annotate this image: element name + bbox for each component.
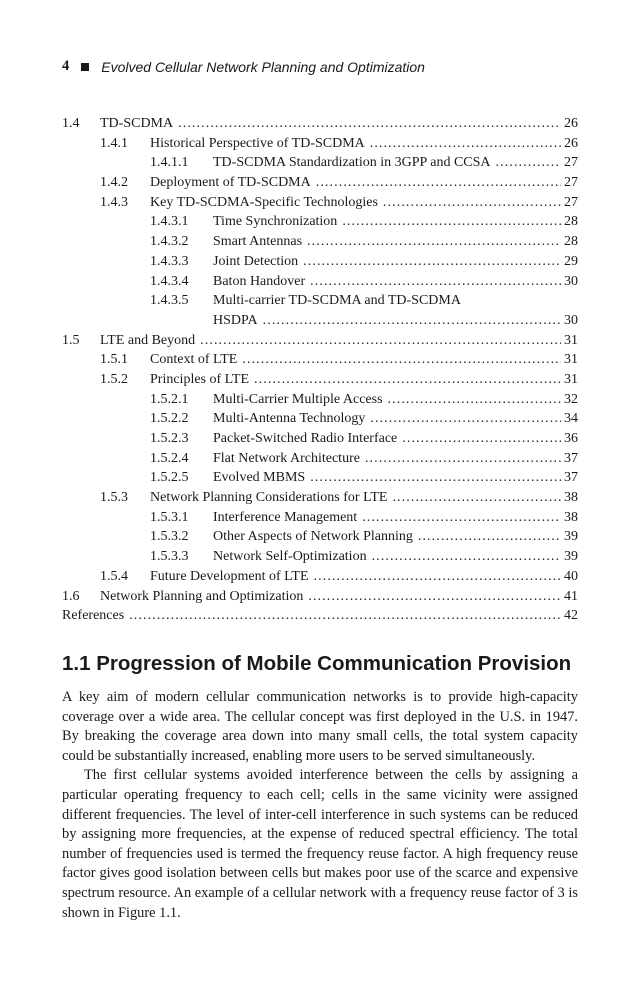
toc-entry-number: 1.4.3.5	[150, 293, 189, 309]
toc-entry-number: 1.5.3.2	[150, 529, 189, 545]
toc-leader-dots	[372, 547, 561, 567]
toc-entry-page: 27	[564, 175, 578, 191]
toc-entry-title: TD-SCDMA	[100, 116, 174, 131]
toc-entry-title: Baton Handover	[213, 273, 306, 289]
toc-entry	[62, 193, 578, 213]
toc-entry	[62, 409, 578, 429]
toc-entry-page: 31	[564, 352, 578, 368]
toc-entry-number: 1.4.3.4	[150, 273, 189, 289]
toc-leader-dots	[129, 606, 561, 626]
toc-entry-page: 42	[564, 608, 578, 624]
toc-entry-number: 1.5.3.1	[150, 509, 189, 525]
toc-entry	[62, 331, 578, 351]
toc-entry-title: References	[62, 608, 125, 624]
toc-entry	[62, 173, 578, 193]
paragraph: The first cellular systems avoided interference between the cells by assigning a particular operating frequency to each cell; cells in the same vicinity were assigned different frequencies. The level of inter-cell interference in such systems can be reduced by assigning more frequencies, at the expense of reduced spectral efficiency. The total number of frequencies used is termed the frequency reuse factor. A high frequency reuse factor gives good isolation between cells but makes poor use of the scarce and expensive spectrum resource. An example of a cellular network with a frequency reuse factor of 3 is shown in Figure 1.1.	[62, 767, 578, 921]
toc-entry	[62, 587, 578, 607]
toc-leader-dots	[178, 114, 561, 134]
toc-entry-page: 41	[564, 588, 578, 604]
toc-entry	[62, 134, 578, 154]
toc-leader-dots	[242, 350, 561, 370]
toc-entry-page: 36	[564, 431, 578, 446]
toc-entry-number: 1.5.2.2	[150, 411, 189, 427]
toc-entry-title: Smart Antennas	[213, 234, 303, 250]
toc-entry-title: Network Self-Optimization	[213, 549, 367, 565]
toc-leader-dots	[314, 567, 561, 587]
section-body	[62, 688, 578, 923]
toc-entry-title: Deployment of TD-SCDMA	[150, 175, 311, 191]
toc-entry-title: Flat Network Architecture	[213, 450, 360, 466]
toc-entry	[62, 606, 578, 626]
toc-leader-dots	[383, 193, 561, 213]
toc-entry-title: LTE and Beyond	[100, 332, 196, 348]
toc-entry-page: 38	[564, 509, 578, 525]
toc-entry-title: Multi-carrier TD-SCDMA and TD-SCDMA	[213, 293, 461, 309]
toc-entry-number: 1.5.2.1	[150, 391, 189, 407]
toc-entry	[62, 527, 578, 547]
toc-leader-dots	[402, 429, 561, 449]
toc-entry-page: 31	[564, 371, 578, 387]
toc-entry-title: Network Planning and Optimization	[100, 588, 304, 604]
toc-entry-number: 1.5.2.3	[150, 431, 189, 446]
toc-leader-dots	[254, 370, 561, 390]
toc-leader-dots	[263, 311, 561, 331]
toc-entry-number: 1.5	[62, 332, 80, 348]
toc-entry-page: 27	[564, 194, 578, 210]
toc-leader-dots	[418, 527, 561, 547]
toc-entry	[62, 272, 578, 292]
toc-entry	[62, 508, 578, 528]
toc-leader-dots	[388, 390, 561, 410]
toc-entry-page: 27	[564, 155, 578, 171]
toc-entry	[62, 488, 578, 508]
toc-entry-page: 31	[564, 332, 578, 348]
toc-entry-number: 1.5.2	[100, 371, 128, 387]
toc-entry-page: 28	[564, 234, 578, 250]
toc-entry	[62, 547, 578, 567]
toc-entry-number: 1.4.3	[100, 194, 128, 210]
toc-entry-page: 28	[564, 214, 578, 230]
toc-entry-title: Interference Management	[213, 509, 358, 525]
toc-entry-page: 39	[564, 549, 578, 565]
toc-entry-title: Packet-Switched Radio Interface	[213, 431, 398, 446]
toc-leader-dots	[307, 232, 561, 252]
paragraph: A key aim of modern cellular communication networks is to provide high-capacity coverage over a wide area. The cellular concept was first deployed in the U.S. in 1947. By breaking the coverage area down into many small cells, the total system capacity could be substantially increased, enabling more users to be served simultaneously.	[62, 689, 578, 764]
toc-leader-dots	[370, 134, 561, 154]
toc-entry-page: 38	[564, 490, 578, 506]
section-heading	[62, 652, 582, 676]
toc-entry-title: Future Development of LTE	[150, 568, 309, 584]
toc-entry-title: Key TD-SCDMA-Specific Technologies	[150, 194, 378, 210]
toc-entry-number: 1.4.3.1	[150, 214, 189, 230]
toc-entry-number: 1.4.1.1	[150, 155, 189, 171]
toc-entry-title: HSDPA	[213, 312, 258, 328]
toc-leader-dots	[370, 409, 561, 429]
toc-entry-page: 32	[564, 391, 578, 407]
toc-entry-page: 30	[564, 312, 578, 328]
running-header	[62, 58, 425, 75]
toc-leader-dots	[392, 488, 561, 508]
toc-entry	[62, 468, 578, 488]
toc-entry-continuation	[62, 311, 578, 331]
toc-entry-number: 1.4	[62, 116, 80, 131]
toc-entry-title: Network Planning Considerations for LTE	[150, 490, 388, 506]
toc-entry-title: Principles of LTE	[150, 371, 250, 387]
toc-entry	[62, 252, 578, 272]
book-title: Evolved Cellular Network Planning and Optimization	[101, 58, 425, 75]
toc-leader-dots	[496, 153, 561, 173]
toc-entry-number: 1.4.2	[100, 175, 128, 191]
toc-entry	[62, 567, 578, 587]
table-of-contents	[62, 114, 578, 626]
toc-entry	[62, 291, 578, 311]
section-title: Progression of Mobile Communication Provision	[96, 652, 572, 675]
toc-entry-page: 30	[564, 273, 578, 289]
toc-entry	[62, 153, 578, 173]
toc-entry-number: 1.5.4	[100, 568, 128, 584]
toc-leader-dots	[342, 212, 561, 232]
toc-entry-number: 1.4.3.3	[150, 253, 189, 269]
toc-leader-dots	[362, 508, 561, 528]
page-number: 4	[62, 58, 70, 74]
toc-entry	[62, 370, 578, 390]
toc-entry	[62, 429, 578, 449]
toc-entry-number: 1.5.3.3	[150, 549, 189, 565]
toc-entry-number: 1.5.2.4	[150, 450, 189, 466]
toc-entry	[62, 350, 578, 370]
toc-entry-page: 37	[564, 470, 578, 486]
toc-entry-title: Evolved MBMS	[213, 470, 306, 486]
square-bullet-icon	[81, 63, 89, 71]
toc-entry-number: 1.4.3.2	[150, 234, 189, 250]
toc-entry-page: 26	[564, 135, 578, 151]
toc-entry-page: 26	[564, 116, 578, 131]
toc-entry-page: 29	[564, 253, 578, 269]
toc-entry	[62, 212, 578, 232]
toc-entry	[62, 232, 578, 252]
toc-entry-page: 34	[564, 411, 578, 427]
toc-entry-number: 1.4.1	[100, 135, 128, 151]
toc-entry-number: 1.5.1	[100, 352, 128, 368]
toc-entry-page: 40	[564, 568, 578, 584]
toc-leader-dots	[200, 331, 561, 351]
toc-entry-title: TD-SCDMA Standardization in 3GPP and CCSA	[213, 155, 491, 171]
toc-entry-number: 1.6	[62, 588, 80, 604]
toc-entry-title: Joint Detection	[213, 253, 299, 269]
toc-entry-page: 39	[564, 529, 578, 545]
toc-entry	[62, 114, 578, 134]
toc-entry-number: 1.5.2.5	[150, 470, 189, 486]
toc-entry	[62, 390, 578, 410]
toc-leader-dots	[316, 173, 561, 193]
toc-entry	[62, 449, 578, 469]
toc-entry-title: Context of LTE	[150, 352, 238, 368]
toc-leader-dots	[303, 252, 561, 272]
toc-entry-title: Multi-Antenna Technology	[213, 411, 366, 427]
section-number: 1.1	[62, 652, 91, 675]
toc-entry-number: 1.5.3	[100, 490, 128, 506]
toc-entry-page: 37	[564, 450, 578, 466]
toc-entry-title: Time Synchronization	[213, 214, 338, 230]
toc-entry-title: Multi-Carrier Multiple Access	[213, 391, 383, 407]
toc-entry-title: Historical Perspective of TD-SCDMA	[150, 135, 365, 151]
toc-leader-dots	[365, 449, 561, 469]
toc-leader-dots	[308, 587, 561, 607]
toc-entry-title: Other Aspects of Network Planning	[213, 529, 413, 545]
toc-leader-dots	[310, 468, 561, 488]
toc-leader-dots	[310, 272, 561, 292]
